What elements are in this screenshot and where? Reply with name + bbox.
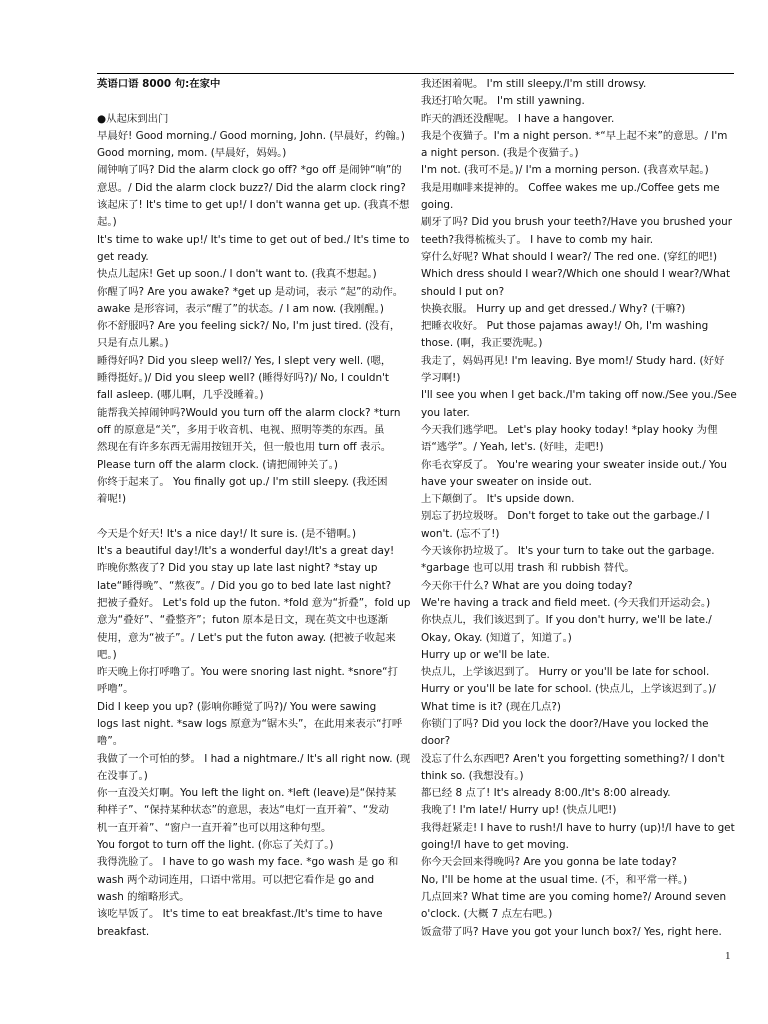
text-line: 饭盒带了吗? Have you got your lunch box?/ Yes, right here. (421, 925, 722, 938)
text-line: Hurry up or we'll be late. (421, 648, 550, 661)
text-line: 我还困着呢。 I'm still sleepy./I'm still drowsy. (421, 78, 647, 90)
text-line: 我走了，妈妈再见! I'm leaving. Bye mom!/ Study hard. (好好 (421, 354, 725, 367)
document-title: 英语口语 8000 句:在家中 (97, 78, 221, 90)
text-line: 你醒了吗? Are you awake? *get up 是动词，表示 “起”的动作。 (97, 285, 404, 298)
text-line: fall asleep. (哪儿啊，几乎没睡着。) (97, 389, 264, 402)
text-line: 今天是个好天! It's a nice day!/ It sure is. (是不错啊。) (97, 527, 357, 540)
text-line: awake 是形容词，表示“醒了”的状态。/ I am now. (我刚醒。) (97, 302, 384, 315)
right-column (421, 76, 739, 941)
text-line: 今天你干什么? What are you doing today? (421, 579, 633, 592)
text-line: Okay, Okay. (知道了，知道了。) (421, 631, 572, 644)
text-line: Hurry or you'll be late for school. (快点儿，上学该迟到了。)/ (421, 683, 716, 696)
text-line: 该起床了! It's time to get up!/ I don't wanna get up. (我真不想 (97, 199, 410, 212)
header-rule (97, 73, 734, 74)
text-line: wash 的缩略形式。 (97, 890, 190, 903)
text-line: 语“逃学”。/ Yeah, let's. (好哇，走吧!) (421, 441, 604, 454)
text-line: 快换衣服。 Hurry up and get dressed./ Why? (干嘛?) (421, 302, 686, 315)
text-line: 意思。/ Did the alarm clock buzz?/ Did the alarm clock ring? (97, 181, 406, 194)
text-line: 我得赶紧走! I have to rush!/I have to hurry (up)!/I have to get (421, 821, 735, 834)
text-line: You forgot to turn off the light. (你忘了关灯了。) (97, 839, 334, 852)
text-line (97, 508, 415, 525)
text-line: I'm not. (我可不是。)/ I'm a morning person. (我喜欢早起。) (421, 164, 709, 177)
text-line: Did I keep you up? (影响你睡觉了吗?)/ You were sawing (97, 700, 377, 713)
text-line: 早晨好! Good morning./ Good morning, John. (早晨好，约翰。) (97, 129, 405, 142)
text-line: 都已经 8 点了! It's already 8:00./It's 8:00 already. (421, 787, 671, 800)
page-number: 1 (725, 950, 731, 962)
text-line: 你锁门了吗? Did you lock the door?/Have you locked the (421, 717, 709, 730)
text-line: teeth?我得梳梳头了。 I have to comb my hair. (421, 233, 654, 246)
left-column-lines (97, 93, 415, 941)
text-line: 你毛衣穿反了。 You're wearing your sweater inside out./ You (421, 458, 727, 471)
text-line: 在没事了。) (97, 769, 148, 782)
text-line: a night person. (我是个夜猫子。) (421, 147, 579, 160)
text-line: It's time to wake up!/ It's time to get out of bed./ It's time to (97, 233, 410, 246)
text-line: you later. (421, 406, 470, 419)
text-line: 刷牙了吗? Did you brush your teeth?/Have you brushed your (421, 216, 733, 229)
text-line: 然现在有许多东西无需用按钮开关，但一般也用 turn off 表示。 (97, 441, 392, 454)
text-line: should I put on? (421, 285, 505, 298)
text-line: 上下颠倒了。 It's upside down. (421, 493, 575, 506)
text-line: *garbage 也可以用 trash 和 rubbish 替代。 (421, 562, 635, 575)
text-line: Please turn off the alarm clock. (请把闹钟关了。) (97, 458, 338, 471)
text-line: 没忘了什么东西吧? Aren't you forgetting something?/ I don't (421, 752, 725, 765)
text-line: Which dress should I wear?/Which one should I wear?/What (421, 268, 731, 281)
text-line: 着呢!) (97, 493, 127, 506)
text-line: 快点儿起床! Get up soon./ I don't want to. (我真不想起。) (97, 268, 377, 281)
text-line: What time is it? (现在几点?) (421, 700, 561, 713)
text-line: 你不舒服吗? Are you feeling sick?/ No, I'm just tired. (没有， (97, 320, 401, 333)
text-line: 该吃早饭了。 It's time to eat breakfast./It's time to have (97, 908, 383, 921)
text-line: won't. (忘不了!) (421, 527, 500, 540)
text-line: 把睡衣收好。 Put those pajamas away!/ Oh, I'm washing (421, 320, 709, 333)
text-line: 闹钟响了吗? Did the alarm clock go off? *go off 是闹钟“响”的 (97, 164, 402, 177)
text-line: late“睡得晚”、“熬夜”。/ Did you go to bed late last night? (97, 579, 392, 592)
text-line: 睡得好吗? Did you sleep well?/ Yes, I slept very well. (嗯， (97, 354, 392, 367)
text-line: 呼噜”。 (97, 683, 134, 696)
text-line: 我是个夜猫子。I'm a night person. *“早上起不来”的意思。/ I'm (421, 129, 728, 142)
text-line: 我做了一个可怕的梦。 I had a nightmare./ It's all right now. (现 (97, 752, 411, 765)
text-line: wash 两个动词连用，口语中常用。可以把它看作是 go and (97, 873, 375, 886)
left-column (97, 76, 415, 941)
text-line: We're having a track and field meet. (今天我们开运动会。) (421, 596, 711, 609)
text-line: No, I'll be home at the usual time. (不，和平常一样。) (421, 873, 688, 886)
text-line: 意为“叠好”、“叠整齐”；futon 原本是日文，现在英文中也逐渐 (97, 614, 389, 627)
text-line: 你快点儿，我们该迟到了。If you don't hurry, we'll be late./ (421, 614, 712, 627)
text-line: 你今天会回来得晚吗? Are you gonna be late today? (421, 856, 677, 869)
text-line: have your sweater on inside out. (421, 475, 592, 488)
text-line: 我得洗脸了。 I have to go wash my face. *go wash 是 go 和 (97, 856, 399, 869)
text-line: breakfast. (97, 925, 150, 938)
text-line: going!/I have to get moving. (421, 839, 569, 852)
text-line: 别忘了扔垃圾呀。 Don't forget to take out the garbage./ I (421, 510, 710, 523)
text-line: 几点回来? What time are you coming home?/ Around seven (421, 890, 727, 903)
text-line: 我是用咖啡来提神的。 Coffee wakes me up./Coffee gets me (421, 181, 720, 194)
text-line: 能帮我关掉闹钟吗?Would you turn off the alarm clock? *turn (97, 406, 401, 419)
text-line: 我晚了! I'm late!/ Hurry up! (快点儿吧!) (421, 804, 617, 817)
text-line: o'clock. (大概 7 点左右吧。) (421, 908, 553, 921)
text-line: door? (421, 735, 451, 748)
text-line: 今天该你扔垃圾了。 It's your turn to take out the garbage. (421, 545, 715, 558)
text-line: ●从起床到出门 (97, 112, 169, 125)
text-line: 昨晚你熬夜了? Did you stay up late last night? *stay up (97, 562, 378, 575)
text-line: 睡得挺好。)/ Did you sleep well? (睡得好吗?)/ No, I couldn't (97, 372, 390, 385)
text-line: 学习啊!) (421, 372, 461, 385)
text-line: 昨天晚上你打呼噜了。You were snoring last night. *snore“打 (97, 666, 398, 679)
text-line: 快点儿，上学该迟到了。 Hurry or you'll be late for school. (421, 666, 710, 679)
text-line: those. (啊，我正要洗呢。) (421, 337, 543, 350)
right-column-lines (421, 76, 739, 941)
text-line: It's a beautiful day!/It's a wonderful day!/It's a great day! (97, 545, 395, 558)
text-line: 你终于起来了。 You finally got up./ I'm still sleepy. (我还困 (97, 475, 388, 488)
text-line: 今天我们逃学吧。 Let's play hooky today! *play hooky 为俚 (421, 423, 718, 436)
text-line: 种样子”、“保持某种状态”的意思，表达“电灯一直开着”、“发动 (97, 804, 390, 817)
text-line: 昨天的酒还没醒呢。 I have a hangover. (421, 112, 615, 125)
text-line: logs last night. *saw logs 原意为“锯木头”，在此用来表示“打呼 (97, 717, 403, 730)
text-line: get ready. (97, 250, 149, 263)
text-line: 吧。) (97, 648, 117, 661)
text-line: I'll see you when I get back./I'm taking off now./See you./See (421, 389, 737, 402)
text-line: think so. (我想没有。) (421, 769, 524, 782)
text-line: 起。) (97, 216, 117, 229)
text-line: 只是有点儿累。) (97, 337, 169, 350)
text-line: 穿什么好呢? What should I wear?/ The red one. (穿红的吧!) (421, 250, 718, 263)
text-line: 使用，意为“被子”。/ Let's put the futon away. (把被子收起来 (97, 631, 396, 644)
text-line: off 的原意是“关”，多用于收音机、电视、照明等类的东西。虽 (97, 423, 385, 436)
text-line: 我还打哈欠呢。 I'm still yawning. (421, 95, 585, 108)
text-line (97, 93, 415, 110)
text-line: 机一直开着”、“窗户一直开着”也可以用这种句型。 (97, 821, 332, 834)
text-line: 噜”。 (97, 735, 124, 748)
text-line: 你一直没关灯啊。You left the light on. *left (leave)是“保持某 (97, 787, 397, 800)
text-line: Good morning, mom. (早晨好，妈妈。) (97, 147, 287, 160)
text-line: 把被子叠好。 Let's fold up the futon. *fold 意为“折叠”，fold up (97, 596, 411, 609)
text-line: going. (421, 199, 454, 212)
